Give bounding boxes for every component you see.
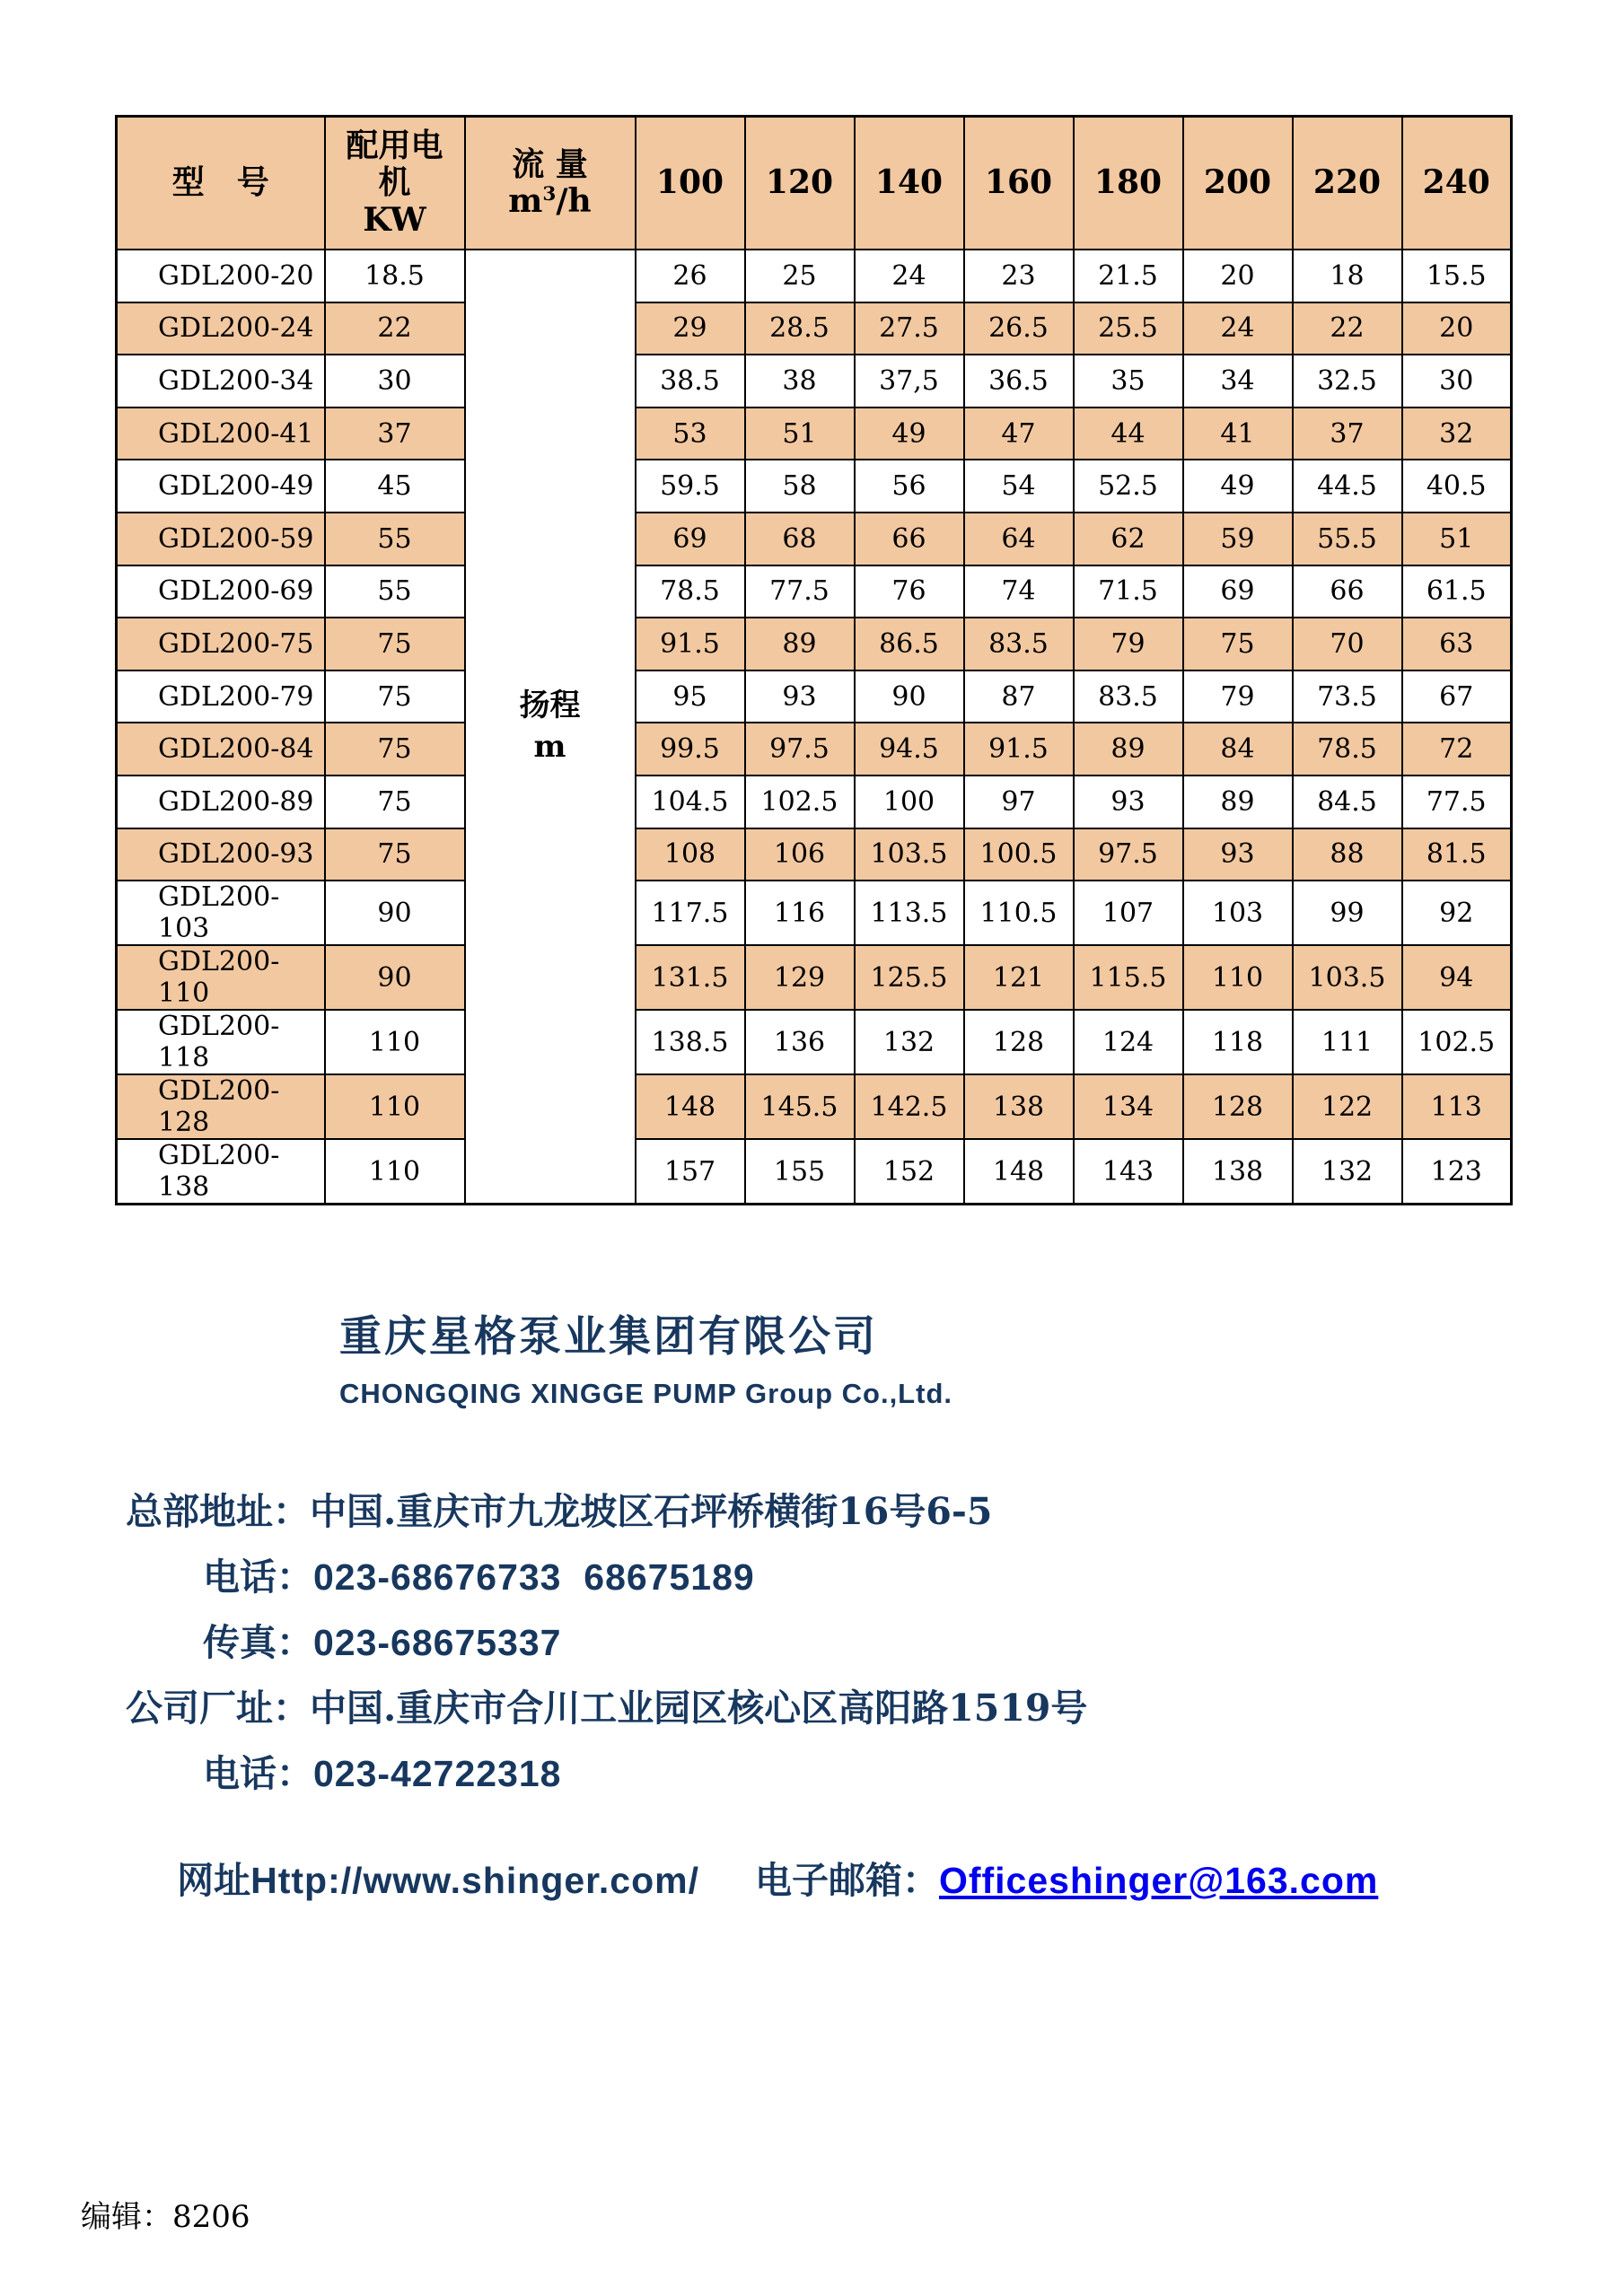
- value-cell: 78.5: [1293, 723, 1402, 776]
- value-cell: 47: [964, 407, 1074, 460]
- value-cell: 29: [636, 302, 745, 355]
- value-cell: 129: [745, 945, 855, 1010]
- value-cell: 86.5: [855, 618, 964, 670]
- value-cell: 132: [1293, 1139, 1402, 1205]
- table-body: [117, 250, 1512, 1205]
- fax-line: [203, 1623, 1378, 1663]
- model-cell: GDL200-59: [117, 513, 325, 565]
- value-cell: 51: [1402, 513, 1512, 565]
- table-row: [117, 1074, 1512, 1139]
- value-cell: 37: [1293, 407, 1402, 460]
- value-cell: 72: [1402, 723, 1512, 776]
- head-label-line2: m: [533, 728, 566, 765]
- value-cell: 131.5: [636, 945, 745, 1010]
- value-cell: 69: [636, 513, 745, 565]
- value-cell: 77.5: [745, 565, 855, 618]
- value-cell: 113.5: [855, 881, 964, 945]
- value-cell: 79: [1183, 670, 1293, 723]
- value-cell: 62: [1074, 513, 1183, 565]
- kw-cell: 75: [325, 776, 465, 828]
- factory-address-line: [126, 1688, 1378, 1729]
- factory-phone-line: [203, 1754, 1378, 1794]
- kw-cell: 55: [325, 513, 465, 565]
- model-cell: GDL200-24: [117, 302, 325, 355]
- value-cell: 102.5: [745, 776, 855, 828]
- value-cell: 38.5: [636, 355, 745, 407]
- col-header-flow-200: 200: [1183, 117, 1293, 250]
- value-cell: 117.5: [636, 881, 745, 945]
- value-cell: 103.5: [855, 828, 964, 881]
- value-cell: 90: [855, 670, 964, 723]
- value-cell: 92: [1402, 881, 1512, 945]
- value-cell: 138: [964, 1074, 1074, 1139]
- value-cell: 34: [1183, 355, 1293, 407]
- value-cell: 102.5: [1402, 1010, 1512, 1074]
- value-cell: 152: [855, 1139, 964, 1205]
- value-cell: 116: [745, 881, 855, 945]
- value-cell: 91.5: [636, 618, 745, 670]
- kw-cell: 110: [325, 1074, 465, 1139]
- kw-cell: 55: [325, 565, 465, 618]
- value-cell: 93: [1183, 828, 1293, 881]
- fax-label: 传真：: [203, 1621, 313, 1665]
- kw-cell: 75: [325, 828, 465, 881]
- col-header-model: 型 号: [117, 117, 325, 250]
- kw-cell: 75: [325, 723, 465, 776]
- kw-cell: 110: [325, 1139, 465, 1205]
- value-cell: 53: [636, 407, 745, 460]
- value-cell: 97.5: [745, 723, 855, 776]
- value-cell: 35: [1074, 355, 1183, 407]
- value-cell: 21.5: [1074, 250, 1183, 302]
- value-cell: 142.5: [855, 1074, 964, 1139]
- value-cell: 132: [855, 1010, 964, 1074]
- value-cell: 89: [745, 618, 855, 670]
- table-row: [117, 250, 1512, 302]
- kw-cell: 22: [325, 302, 465, 355]
- table-row: [117, 670, 1512, 723]
- value-cell: 24: [1183, 302, 1293, 355]
- table-header-row: [117, 117, 1512, 250]
- value-cell: 99: [1293, 881, 1402, 945]
- col-header-motor-kw: [325, 117, 465, 250]
- value-cell: 74: [964, 565, 1074, 618]
- value-cell: 89: [1183, 776, 1293, 828]
- company-name-en: CHONGQING XINGGE PUMP Group Co.,Ltd.: [339, 1378, 952, 1409]
- value-cell: 148: [636, 1074, 745, 1139]
- value-cell: 54: [964, 460, 1074, 513]
- value-cell: 123: [1402, 1139, 1512, 1205]
- value-cell: 32.5: [1293, 355, 1402, 407]
- value-cell: 70: [1293, 618, 1402, 670]
- kw-cell: 110: [325, 1010, 465, 1074]
- col-header-flow-160: 160: [964, 117, 1074, 250]
- value-cell: 95: [636, 670, 745, 723]
- value-cell: 84: [1183, 723, 1293, 776]
- value-cell: 77.5: [1402, 776, 1512, 828]
- value-cell: 94.5: [855, 723, 964, 776]
- value-cell: 87: [964, 670, 1074, 723]
- table-row: [117, 1139, 1512, 1205]
- value-cell: 145.5: [745, 1074, 855, 1139]
- value-cell: 103.5: [1293, 945, 1402, 1010]
- table-row: [117, 828, 1512, 881]
- value-cell: 49: [855, 407, 964, 460]
- value-cell: 61.5: [1402, 565, 1512, 618]
- value-cell: 128: [1183, 1074, 1293, 1139]
- email-link[interactable]: Officeshinger@163.com: [938, 1859, 1379, 1901]
- col-header-flow-220: 220: [1293, 117, 1402, 250]
- value-cell: 97: [964, 776, 1074, 828]
- factory-address-label: 公司厂址：: [126, 1687, 310, 1731]
- value-cell: 32: [1402, 407, 1512, 460]
- value-cell: 24: [855, 250, 964, 302]
- value-cell: 110.5: [964, 881, 1074, 945]
- head-merged-cell: [465, 250, 636, 1205]
- model-cell: GDL200-75: [117, 618, 325, 670]
- kw-cell: 37: [325, 407, 465, 460]
- value-cell: 110: [1183, 945, 1293, 1010]
- col-header-flow-100: 100: [636, 117, 745, 250]
- value-cell: 83.5: [964, 618, 1074, 670]
- value-cell: 125.5: [855, 945, 964, 1010]
- editor-note: 编辑：8206: [81, 2199, 250, 2235]
- value-cell: 115.5: [1074, 945, 1183, 1010]
- hq-address-line: [126, 1492, 1378, 1532]
- kw-cell: 75: [325, 618, 465, 670]
- value-cell: 49: [1183, 460, 1293, 513]
- model-cell: GDL200-84: [117, 723, 325, 776]
- value-cell: 67: [1402, 670, 1512, 723]
- value-cell: 58: [745, 460, 855, 513]
- value-cell: 93: [1074, 776, 1183, 828]
- value-cell: 23: [964, 250, 1074, 302]
- head-label-line1: 扬程: [519, 687, 581, 723]
- website-label: 网址: [177, 1858, 251, 1902]
- hq-phone-line: [203, 1557, 1378, 1598]
- table-row: [117, 881, 1512, 945]
- value-cell: 103: [1183, 881, 1293, 945]
- model-cell: GDL200-118: [117, 1010, 325, 1074]
- value-cell: 20: [1402, 302, 1512, 355]
- value-cell: 136: [745, 1010, 855, 1074]
- fax-value: 023-68675337: [313, 1622, 562, 1664]
- value-cell: 26: [636, 250, 745, 302]
- col-header-flow-180: 180: [1074, 117, 1183, 250]
- value-cell: 66: [855, 513, 964, 565]
- pump-spec-table: [115, 115, 1513, 1205]
- hq-phone-value: 023-68676733 68675189: [313, 1556, 755, 1599]
- value-cell: 157: [636, 1139, 745, 1205]
- value-cell: 100: [855, 776, 964, 828]
- value-cell: 36.5: [964, 355, 1074, 407]
- value-cell: 124: [1074, 1010, 1183, 1074]
- value-cell: 40.5: [1402, 460, 1512, 513]
- value-cell: 63: [1402, 618, 1512, 670]
- value-cell: 26.5: [964, 302, 1074, 355]
- value-cell: 104.5: [636, 776, 745, 828]
- model-cell: GDL200-41: [117, 407, 325, 460]
- value-cell: 88: [1293, 828, 1402, 881]
- company-block: [339, 1303, 952, 1410]
- motor-header-line3: KW: [363, 200, 426, 239]
- value-cell: 138.5: [636, 1010, 745, 1074]
- value-cell: 59.5: [636, 460, 745, 513]
- value-cell: 94: [1402, 945, 1512, 1010]
- value-cell: 122: [1293, 1074, 1402, 1139]
- value-cell: 25: [745, 250, 855, 302]
- value-cell: 28.5: [745, 302, 855, 355]
- factory-phone-label: 电话：: [203, 1752, 313, 1796]
- value-cell: 25.5: [1074, 302, 1183, 355]
- value-cell: 55.5: [1293, 513, 1402, 565]
- col-header-flow-140: 140: [855, 117, 964, 250]
- model-cell: GDL200-34: [117, 355, 325, 407]
- value-cell: 84.5: [1293, 776, 1402, 828]
- model-cell: GDL200-20: [117, 250, 325, 302]
- value-cell: 138: [1183, 1139, 1293, 1205]
- value-cell: 56: [855, 460, 964, 513]
- value-cell: 100.5: [964, 828, 1074, 881]
- value-cell: 22: [1293, 302, 1402, 355]
- table-row: [117, 565, 1512, 618]
- website-url: Http://www.shinger.com/: [250, 1859, 699, 1901]
- value-cell: 118: [1183, 1010, 1293, 1074]
- motor-header-line1: 配用电: [346, 126, 443, 164]
- value-cell: 20: [1183, 250, 1293, 302]
- value-cell: 81.5: [1402, 828, 1512, 881]
- web-email-line: [126, 1819, 1378, 1941]
- kw-cell: 90: [325, 945, 465, 1010]
- value-cell: 27.5: [855, 302, 964, 355]
- model-cell: GDL200-110: [117, 945, 325, 1010]
- value-cell: 93: [745, 670, 855, 723]
- table-row: [117, 460, 1512, 513]
- model-cell: GDL200-103: [117, 881, 325, 945]
- table-row: [117, 302, 1512, 355]
- company-name-cn: 重庆星格泵业集团有限公司: [339, 1312, 878, 1362]
- model-cell: GDL200-128: [117, 1074, 325, 1139]
- motor-header-line2: 机: [378, 163, 411, 202]
- hq-phone-label: 电话：: [203, 1555, 313, 1599]
- value-cell: 30: [1402, 355, 1512, 407]
- value-cell: 37,5: [855, 355, 964, 407]
- model-cell: GDL200-93: [117, 828, 325, 881]
- value-cell: 128: [964, 1010, 1074, 1074]
- email-label: 电子邮箱：: [754, 1858, 939, 1902]
- kw-cell: 90: [325, 881, 465, 945]
- value-cell: 108: [636, 828, 745, 881]
- value-cell: 59: [1183, 513, 1293, 565]
- value-cell: 97.5: [1074, 828, 1183, 881]
- value-cell: 75: [1183, 618, 1293, 670]
- flow-header-unit: $m^3/h$: [508, 182, 592, 220]
- table-row: [117, 945, 1512, 1010]
- value-cell: 44: [1074, 407, 1183, 460]
- hq-address-value: 中国.重庆市九龙坡区石坪桥横街16号6-5: [310, 1490, 993, 1533]
- value-cell: 44.5: [1293, 460, 1402, 513]
- table-row: [117, 513, 1512, 565]
- value-cell: 134: [1074, 1074, 1183, 1139]
- table-row: [117, 618, 1512, 670]
- kw-cell: 45: [325, 460, 465, 513]
- factory-phone-value: 023-42722318: [313, 1753, 562, 1795]
- value-cell: 69: [1183, 565, 1293, 618]
- model-cell: GDL200-89: [117, 776, 325, 828]
- value-cell: 99.5: [636, 723, 745, 776]
- value-cell: 106: [745, 828, 855, 881]
- flow-header-label: 流 量: [512, 145, 588, 183]
- value-cell: 78.5: [636, 565, 745, 618]
- value-cell: 79: [1074, 618, 1183, 670]
- value-cell: 113: [1402, 1074, 1512, 1139]
- value-cell: 121: [964, 945, 1074, 1010]
- value-cell: 38: [745, 355, 855, 407]
- model-cell: GDL200-69: [117, 565, 325, 618]
- value-cell: 71.5: [1074, 565, 1183, 618]
- value-cell: 15.5: [1402, 250, 1512, 302]
- value-cell: 148: [964, 1139, 1074, 1205]
- table-row: [117, 355, 1512, 407]
- contact-block: [126, 1492, 1378, 1967]
- table-row: [117, 1010, 1512, 1074]
- model-cell: GDL200-79: [117, 670, 325, 723]
- value-cell: 107: [1074, 881, 1183, 945]
- value-cell: 143: [1074, 1139, 1183, 1205]
- kw-cell: 75: [325, 670, 465, 723]
- value-cell: 66: [1293, 565, 1402, 618]
- factory-address-value: 中国.重庆市合川工业园区核心区高阳路1519号: [310, 1687, 1088, 1731]
- value-cell: 91.5: [964, 723, 1074, 776]
- hq-address-label: 总部地址：: [126, 1490, 310, 1533]
- model-cell: GDL200-138: [117, 1139, 325, 1205]
- value-cell: 51: [745, 407, 855, 460]
- value-cell: 89: [1074, 723, 1183, 776]
- value-cell: 155: [745, 1139, 855, 1205]
- col-header-flow: [465, 117, 636, 250]
- value-cell: 41: [1183, 407, 1293, 460]
- value-cell: 18: [1293, 250, 1402, 302]
- col-header-flow-120: 120: [745, 117, 855, 250]
- kw-cell: 30: [325, 355, 465, 407]
- table-row: [117, 407, 1512, 460]
- col-header-flow-240: 240: [1402, 117, 1512, 250]
- value-cell: 68: [745, 513, 855, 565]
- value-cell: 76: [855, 565, 964, 618]
- value-cell: 83.5: [1074, 670, 1183, 723]
- value-cell: 73.5: [1293, 670, 1402, 723]
- value-cell: 111: [1293, 1010, 1402, 1074]
- value-cell: 52.5: [1074, 460, 1183, 513]
- model-cell: GDL200-49: [117, 460, 325, 513]
- table-row: [117, 723, 1512, 776]
- value-cell: 64: [964, 513, 1074, 565]
- table-row: [117, 776, 1512, 828]
- kw-cell: 18.5: [325, 250, 465, 302]
